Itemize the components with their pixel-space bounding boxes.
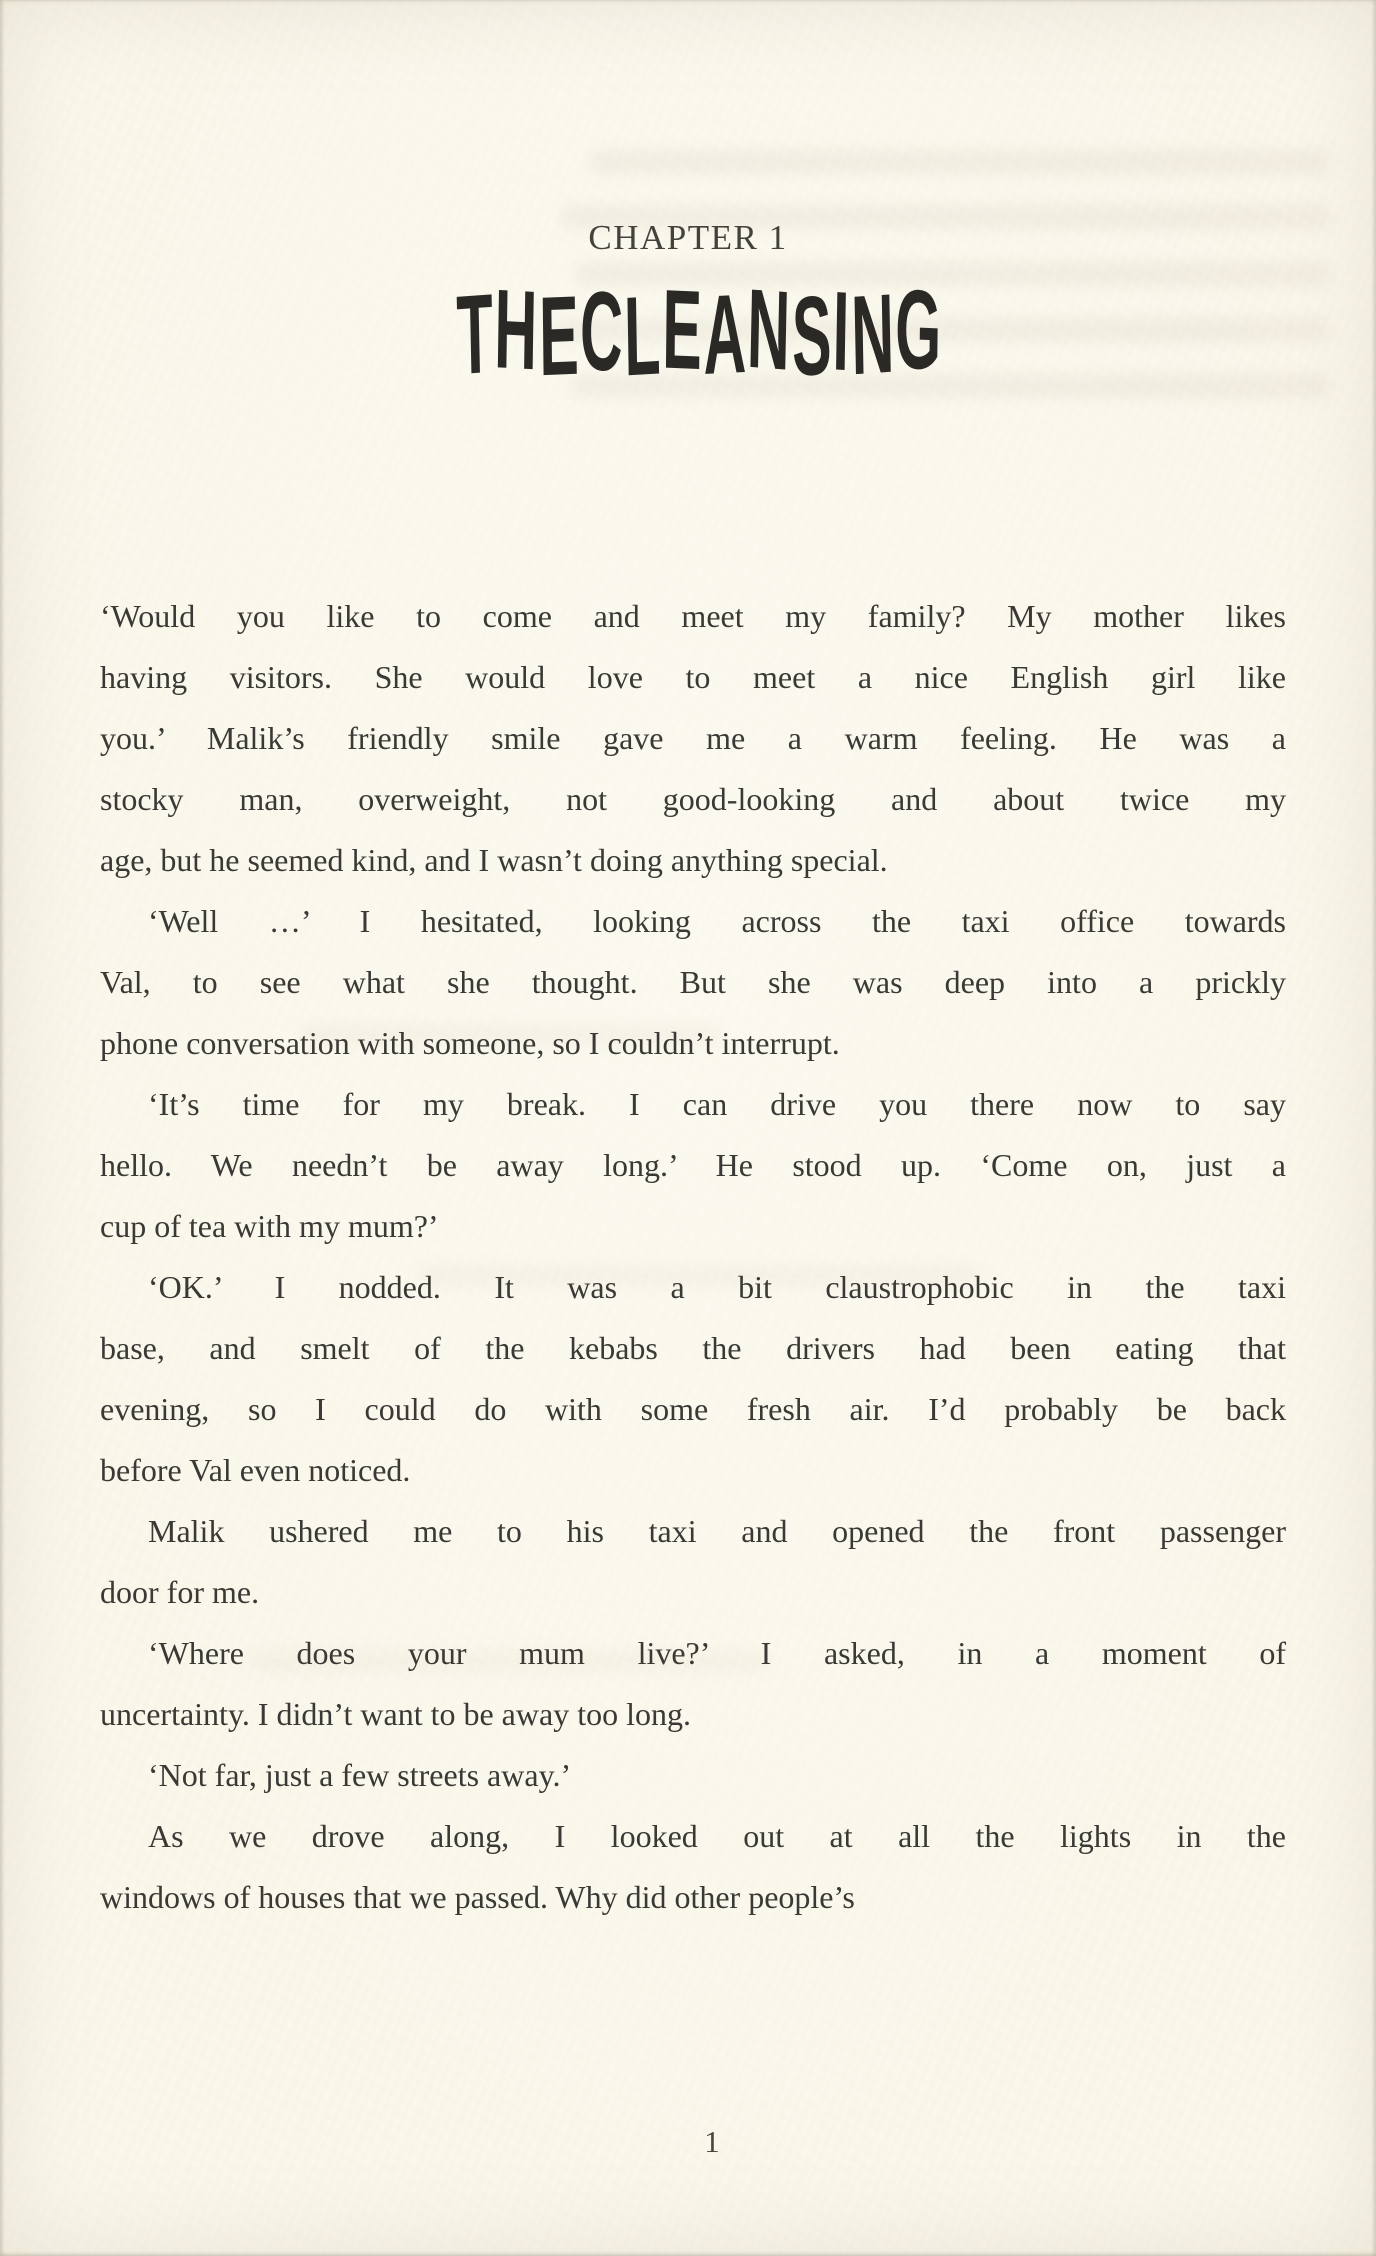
page-number: 1 <box>704 2124 720 2159</box>
text-line: before Val even noticed. <box>100 1452 411 1488</box>
text-line: you.’ Malik’s friendly smile gave me a warm feeling. He was a <box>100 720 1286 756</box>
title-letter: I <box>832 267 853 395</box>
text-line: ‘Not far, just a few streets away.’ <box>148 1757 572 1793</box>
title-letter: C <box>578 266 626 396</box>
title-letter: A <box>702 269 749 399</box>
title-letter: G <box>894 265 944 394</box>
text-line: ‘Would you like to come and meet my family? My mother likes <box>100 598 1286 634</box>
text-line: windows of houses that we passed. Why did other people’s <box>100 1879 855 1915</box>
text-line: phone conversation with someone, so I couldn’t interrupt. <box>100 1025 840 1061</box>
text-line: Malik ushered me to his taxi and opened the front passenger <box>148 1513 1286 1549</box>
title-letter: L <box>623 271 664 400</box>
text-line: having visitors. She would love to meet a nice English girl like <box>100 659 1286 695</box>
text-line: ‘Well …’ I hesitated, looking across the taxi office towards <box>148 903 1286 939</box>
title-letter: T <box>455 269 496 399</box>
title-letter: S <box>791 271 834 400</box>
text-line: door for me. <box>100 1574 260 1610</box>
show-through-artifact <box>590 150 1330 174</box>
text-line: hello. We needn’t be away long.’ He stood up. ‘Come on, just a <box>100 1147 1286 1183</box>
text-line: ‘It’s time for my break. I can drive you there now to say <box>148 1086 1286 1122</box>
chapter-label: CHAPTER 1 <box>588 218 788 257</box>
text-line: uncertainty. I didn’t want to be away too long. <box>100 1696 691 1732</box>
chapter-title <box>12 264 1376 400</box>
text-line: ‘Where does your mum live?’ I asked, in a moment of <box>148 1635 1286 1671</box>
text-line: stocky man, overweight, not good-looking and about twice my <box>100 781 1286 817</box>
text-line: age, but he seemed kind, and I wasn’t doing anything special. <box>100 842 888 878</box>
text-line: cup of tea with my mum?’ <box>100 1208 439 1244</box>
title-letter: N <box>850 269 897 399</box>
text-line: As we drove along, I looked out at all the lights in the <box>148 1818 1286 1854</box>
chapter-title-text <box>455 264 944 400</box>
title-letter: N <box>746 264 794 395</box>
title-letter: H <box>493 265 540 394</box>
text-line: evening, so I could do with some fresh air. I’d probably be back <box>100 1391 1286 1427</box>
text-line: base, and smelt of the kebabs the drivers had been eating that <box>100 1330 1286 1366</box>
text-line: ‘OK.’ I nodded. It was a bit claustrophobic in the taxi <box>148 1269 1286 1305</box>
text-line: Val, to see what she thought. But she was deep into a prickly <box>100 964 1286 1000</box>
title-letter: E <box>661 265 704 394</box>
body-text <box>100 586 1286 1928</box>
title-letter: E <box>538 271 581 400</box>
